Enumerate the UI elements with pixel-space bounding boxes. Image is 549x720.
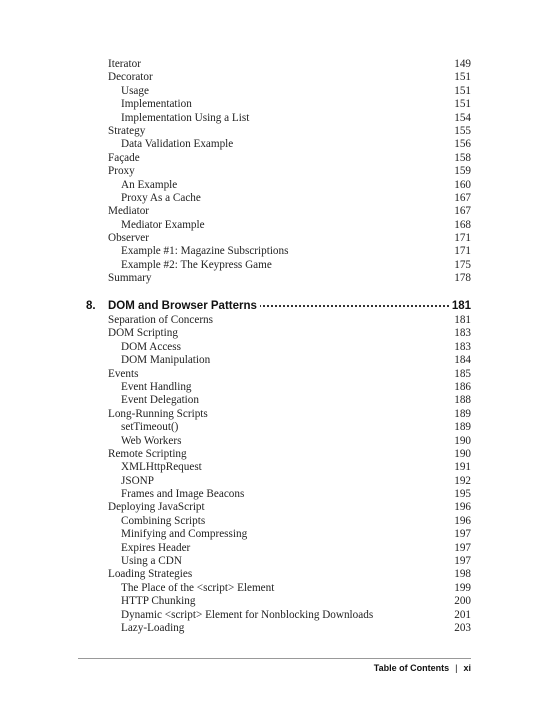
- toc-entry-title: Mediator Example: [121, 218, 205, 231]
- toc-subentry[interactable]: [108, 609, 471, 622]
- toc-entry-title: Long-Running Scripts: [108, 407, 208, 420]
- toc-entry-title: DOM Scripting: [108, 327, 178, 340]
- toc-entry-page: 197: [454, 555, 471, 568]
- toc-entry-page: 199: [454, 581, 471, 594]
- chapter-heading[interactable]: [86, 298, 471, 314]
- toc-entry-page: 151: [454, 84, 471, 97]
- toc-entry-page: 158: [454, 151, 471, 164]
- toc-entry-page: 196: [454, 501, 471, 514]
- toc-subentry[interactable]: [108, 435, 471, 448]
- toc-entry-title: Façade: [108, 151, 140, 164]
- toc-entry-title: Expires Header: [121, 541, 191, 554]
- toc-subentry[interactable]: [108, 622, 471, 635]
- toc-entry-page: 200: [454, 595, 471, 608]
- toc-entry-page: 151: [454, 98, 471, 111]
- footer-label: Table of Contents: [373, 663, 450, 673]
- toc-subentry[interactable]: [108, 475, 471, 488]
- toc-subentry[interactable]: [108, 179, 471, 192]
- toc-entry-title: Event Delegation: [121, 394, 199, 407]
- toc-subentry[interactable]: [108, 354, 471, 367]
- toc-entry-page: 190: [454, 447, 471, 460]
- toc-entry-title: Iterator: [108, 58, 141, 70]
- toc-subentry[interactable]: [108, 245, 471, 258]
- toc-subentry[interactable]: [108, 219, 471, 232]
- chapter-title: DOM and Browser Patterns: [108, 298, 260, 314]
- toc-subentry[interactable]: [108, 112, 471, 125]
- toc-entry-title: HTTP Chunking: [121, 595, 196, 608]
- toc-entry-page: 167: [454, 205, 471, 218]
- toc-entry[interactable]: [108, 314, 471, 327]
- toc-subentry[interactable]: [108, 138, 471, 151]
- toc-subentry[interactable]: [108, 381, 471, 394]
- toc-subentry[interactable]: [108, 542, 471, 555]
- toc-subentry[interactable]: [108, 461, 471, 474]
- toc-entry-title: Implementation Using a List: [121, 111, 250, 124]
- toc-entry-title: DOM Manipulation: [121, 354, 211, 367]
- toc-entry-title: An Example: [121, 178, 178, 191]
- toc-subentry[interactable]: [108, 394, 471, 407]
- toc-entry-page: 149: [454, 58, 471, 70]
- toc-entry-page: 183: [454, 327, 471, 340]
- toc-entry-title: Example #2: The Keypress Game: [121, 258, 272, 271]
- toc-subentry[interactable]: [108, 528, 471, 541]
- toc-entry-title: Example #1: Magazine Subscriptions: [121, 245, 289, 258]
- toc-subentry[interactable]: [108, 259, 471, 272]
- toc-entry-page: 184: [454, 354, 471, 367]
- footer-divider: [78, 658, 471, 659]
- toc-entry-page: 189: [454, 421, 471, 434]
- toc-entry-page: 183: [454, 340, 471, 353]
- toc-subentry[interactable]: [108, 582, 471, 595]
- toc-entry[interactable]: [108, 568, 471, 581]
- toc-entry-title: Summary: [108, 272, 152, 285]
- toc-entry-title: Implementation: [121, 98, 192, 111]
- toc-entry[interactable]: [108, 71, 471, 84]
- chapter-number: 8.: [86, 300, 96, 312]
- toc-entry-title: Web Workers: [121, 434, 182, 447]
- toc-entry-page: 171: [454, 232, 471, 245]
- toc-entry[interactable]: [108, 152, 471, 165]
- toc-entry-title: XMLHttpRequest: [121, 461, 202, 474]
- toc-entry-page: 198: [454, 568, 471, 581]
- toc-entry[interactable]: [108, 501, 471, 514]
- toc-entry-page: 197: [454, 541, 471, 554]
- toc-entry-page: 197: [454, 528, 471, 541]
- toc-entry-title: Using a CDN: [121, 555, 182, 568]
- toc-entry-page: 195: [454, 488, 471, 501]
- toc-entry[interactable]: [108, 205, 471, 218]
- toc-entry[interactable]: [108, 368, 471, 381]
- toc-entry-title: Minifying and Compressing: [121, 528, 248, 541]
- page-footer: [374, 663, 471, 673]
- toc-entry-title: The Place of the <script> Element: [121, 581, 275, 594]
- toc-entry[interactable]: [108, 58, 471, 71]
- toc-entry-page: 189: [454, 407, 471, 420]
- toc-entry-title: Frames and Image Beacons: [121, 488, 245, 501]
- toc-subentry[interactable]: [108, 341, 471, 354]
- toc-entry[interactable]: [108, 327, 471, 340]
- toc-section-previous-chapter: [108, 58, 471, 286]
- toc-entry-page: 186: [454, 380, 471, 393]
- toc-entry-title: DOM Access: [121, 340, 181, 353]
- toc-entry-page: 203: [454, 621, 471, 634]
- toc-entry-page: 192: [454, 474, 471, 487]
- toc-entry-page: 159: [454, 165, 471, 178]
- toc-entry-title: Separation of Concerns: [108, 314, 214, 326]
- toc-entry-page: 167: [454, 191, 471, 204]
- toc-entry-page: 168: [454, 218, 471, 231]
- toc-entry[interactable]: [108, 448, 471, 461]
- toc-subentry[interactable]: [108, 192, 471, 205]
- toc-subentry[interactable]: [108, 488, 471, 501]
- toc-entry-title: Decorator: [108, 71, 153, 84]
- toc-entry[interactable]: [108, 408, 471, 421]
- toc-entry-title: Deploying JavaScript: [108, 501, 205, 514]
- toc-entry-title: Mediator: [108, 205, 150, 218]
- toc-entry-page: 190: [454, 434, 471, 447]
- toc-section-chapter-8: [108, 314, 471, 635]
- toc-entry-title: Usage: [121, 84, 149, 97]
- toc-subentry[interactable]: [108, 555, 471, 568]
- toc-entry-title: Proxy: [108, 165, 135, 178]
- toc-entry-title: Combining Scripts: [121, 514, 206, 527]
- toc-entry-title: Events: [108, 367, 139, 380]
- toc-entry-title: Dynamic <script> Element for Nonblocking Downloads: [121, 608, 374, 621]
- toc-subentry[interactable]: [108, 515, 471, 528]
- toc-subentry[interactable]: [108, 595, 471, 608]
- toc-entry-page: 178: [454, 272, 471, 285]
- toc-entry-page: 201: [454, 608, 471, 621]
- toc-entry-title: JSONP: [121, 474, 154, 487]
- toc-entry-page: 155: [454, 124, 471, 137]
- toc-entry-title: setTimeout(): [121, 421, 179, 434]
- toc-entry[interactable]: [108, 125, 471, 138]
- toc-entry-page: 160: [454, 178, 471, 191]
- toc-entry-title: Data Validation Example: [121, 138, 234, 151]
- toc-entry-page: 196: [454, 514, 471, 527]
- toc-entry-title: Event Handling: [121, 380, 192, 393]
- toc-entry-title: Strategy: [108, 124, 146, 137]
- toc-entry[interactable]: [108, 165, 471, 178]
- footer-page-number: xi: [463, 663, 471, 673]
- toc-entry-title: Proxy As a Cache: [121, 191, 201, 204]
- toc-entry-page: 171: [454, 245, 471, 258]
- toc-subentry[interactable]: [108, 98, 471, 111]
- toc-subentry[interactable]: [108, 85, 471, 98]
- toc-entry[interactable]: [108, 272, 471, 285]
- toc-entry-title: Lazy-Loading: [121, 621, 185, 634]
- toc-entry-page: 191: [454, 461, 471, 474]
- toc-entry-page: 188: [454, 394, 471, 407]
- chapter-page-number: 181: [449, 298, 471, 314]
- toc-entry-title: Observer: [108, 232, 150, 245]
- footer-separator: |: [455, 663, 458, 673]
- toc-entry-title: Loading Strategies: [108, 568, 193, 581]
- toc-subentry[interactable]: [108, 421, 471, 434]
- toc-entry-page: 156: [454, 138, 471, 151]
- toc-entry-page: 154: [454, 111, 471, 124]
- toc-entry-page: 151: [454, 71, 471, 84]
- toc-entry-page: 185: [454, 367, 471, 380]
- toc-entry[interactable]: [108, 232, 471, 245]
- toc-entry-page: 175: [454, 258, 471, 271]
- toc-entry-title: Remote Scripting: [108, 447, 187, 460]
- toc-entry-page: 181: [454, 314, 471, 326]
